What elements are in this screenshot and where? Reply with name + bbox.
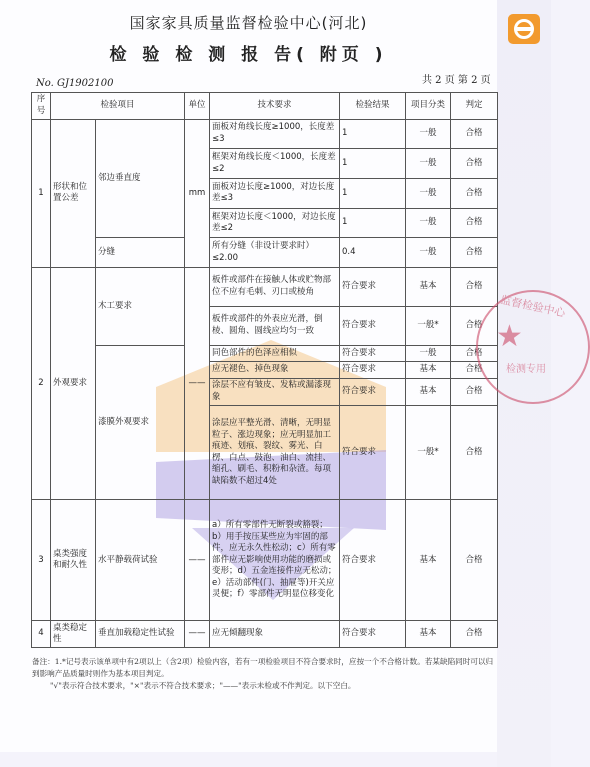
unit-cell: —— bbox=[185, 621, 210, 648]
verdict-cell: 合格 bbox=[451, 178, 498, 208]
category-cell: 一般* bbox=[406, 306, 451, 345]
footnote bbox=[32, 656, 494, 692]
official-seal-stamp bbox=[476, 290, 590, 404]
result-cell: 符合要求 bbox=[340, 362, 406, 378]
requirement-cell: 框架对角线长度＜1000，长度差≤2 bbox=[210, 149, 340, 179]
result-cell: 符合要求 bbox=[340, 621, 406, 648]
table-row bbox=[32, 238, 498, 268]
category-cell: 一般 bbox=[406, 238, 451, 268]
verdict-cell: 合格 bbox=[451, 238, 498, 268]
verdict-cell: 合格 bbox=[451, 500, 498, 621]
requirement-cell: 面板对角线长度≥1000，长度差≤3 bbox=[210, 119, 340, 149]
row-number: 3 bbox=[32, 500, 51, 621]
col-header-verdict: 判定 bbox=[451, 93, 498, 120]
requirement-cell: 应无褪色、掉色现象 bbox=[210, 362, 340, 378]
table-row bbox=[32, 500, 498, 621]
row-number: 4 bbox=[32, 621, 51, 648]
result-cell: 1 bbox=[340, 149, 406, 179]
item-name: 形状和位置公差 bbox=[51, 119, 96, 267]
table-header-row bbox=[32, 93, 498, 120]
footnote-line-1: 备注：1.*记号表示该单项中有2项以上（含2项）检验内容，若有一项检验项目不符合要求时，应按一个不合格计数。若某缺陷同时可以归到影响产品质量时则作为基本项目判定。 bbox=[32, 657, 494, 679]
result-cell: 符合要求 bbox=[340, 268, 406, 307]
verdict-cell: 合格 bbox=[451, 119, 498, 149]
verdict-cell: 合格 bbox=[451, 208, 498, 238]
item-name: 桌类强度和耐久性 bbox=[51, 500, 96, 621]
category-cell: 一般 bbox=[406, 178, 451, 208]
col-header-item: 检验项目 bbox=[51, 93, 185, 120]
result-cell: 符合要求 bbox=[340, 378, 406, 406]
sub-item-name: 水平静载荷试验 bbox=[96, 500, 185, 621]
category-cell: 一般 bbox=[406, 208, 451, 238]
seal-bottom-text: 检测专用 bbox=[506, 364, 546, 375]
category-cell: 基本 bbox=[406, 268, 451, 307]
col-header-unit: 单位 bbox=[185, 93, 210, 120]
sub-item-name: 邻边垂直度 bbox=[96, 119, 185, 238]
seal-star-icon: ★ bbox=[496, 319, 523, 354]
category-cell: 基本 bbox=[406, 378, 451, 406]
result-cell: 符合要求 bbox=[340, 500, 406, 621]
table-row bbox=[32, 119, 498, 149]
verdict-cell: 合格 bbox=[451, 362, 498, 378]
category-cell: 一般 bbox=[406, 345, 451, 361]
requirement-cell: a）所有零部件无断裂或豁裂；b）用手按压某些应为牢固的部件，应无永久性松动；c）所有零部件应无影响使用功能的磨损或变形；d）五金连接件应无松动；e）活动部件(门、抽屉等)开关应灵便；f）零部件无明显位移变化 bbox=[210, 500, 340, 621]
category-cell: 基本 bbox=[406, 621, 451, 648]
category-cell: 基本 bbox=[406, 362, 451, 378]
col-header-result: 检验结果 bbox=[340, 93, 406, 120]
col-header-category: 项目分类 bbox=[406, 93, 451, 120]
result-cell: 1 bbox=[340, 208, 406, 238]
result-cell: 符合要求 bbox=[340, 406, 406, 500]
requirement-cell: 同色部件的色泽应相似 bbox=[210, 345, 340, 361]
item-name: 桌类稳定性 bbox=[51, 621, 96, 648]
result-cell: 0.4 bbox=[340, 238, 406, 268]
verdict-cell: 合格 bbox=[451, 378, 498, 406]
sub-item-name: 分缝 bbox=[96, 238, 185, 268]
col-header-requirement: 技术要求 bbox=[210, 93, 340, 120]
category-cell: 基本 bbox=[406, 500, 451, 621]
row-number: 2 bbox=[32, 268, 51, 500]
seal-top-text: 监督检验中心 bbox=[499, 293, 567, 320]
result-cell: 1 bbox=[340, 119, 406, 149]
result-cell: 1 bbox=[340, 178, 406, 208]
table-row bbox=[32, 345, 498, 361]
organization-name: 国家家具质量监督检验中心(河北) bbox=[129, 14, 368, 32]
cnas-logo-icon bbox=[508, 14, 540, 44]
sub-item-name: 漆膜外观要求 bbox=[96, 345, 185, 500]
requirement-cell: 应无倾翻现象 bbox=[210, 621, 340, 648]
table-row bbox=[32, 268, 498, 307]
result-cell: 符合要求 bbox=[340, 306, 406, 345]
requirement-cell: 框架对边长度＜1000，对边长度差≤2 bbox=[210, 208, 340, 238]
category-cell: 一般 bbox=[406, 149, 451, 179]
verdict-cell: 合格 bbox=[451, 149, 498, 179]
inspection-table bbox=[31, 92, 498, 648]
table-row bbox=[32, 621, 498, 648]
page-indicator: 共 2 页 第 2 页 bbox=[422, 75, 491, 86]
sub-item-name: 垂直加载稳定性试验 bbox=[96, 621, 185, 648]
unit-cell: mm bbox=[185, 119, 210, 267]
report-title: 检 验 检 测 报 告( 附页 ) bbox=[109, 45, 388, 65]
verdict-cell: 合格 bbox=[451, 621, 498, 648]
report-number: No. GJ1902100 bbox=[36, 78, 114, 89]
item-name: 外观要求 bbox=[51, 268, 96, 500]
requirement-cell: 板件或部件在接触人体或贮物部位不应有毛刺、刃口或棱角 bbox=[210, 268, 340, 307]
unit-cell: —— bbox=[185, 268, 210, 500]
category-cell: 一般 bbox=[406, 119, 451, 149]
verdict-cell: 合格 bbox=[451, 345, 498, 361]
verdict-cell: 合格 bbox=[451, 306, 498, 345]
requirement-cell: 所有分缝（非设计要求时）≤2.00 bbox=[210, 238, 340, 268]
verdict-cell: 合格 bbox=[451, 406, 498, 500]
result-cell: 符合要求 bbox=[340, 345, 406, 361]
requirement-cell: 涂层应平整光滑、清晰，无明显粒子、涨边现象；应无明显加工痕迹、划痕、裂纹、雾光、白楞、白点、鼓泡、油白、流挂、缩孔、刷毛、积粉和杂渣。每项缺陷数不超过4处 bbox=[210, 406, 340, 500]
footnote-line-2: "√"表示符合技术要求，"×"表示不符合技术要求；"——"表示未检或不作判定。以下空白。 bbox=[50, 681, 356, 691]
category-cell: 一般* bbox=[406, 406, 451, 500]
sub-item-name: 木工要求 bbox=[96, 268, 185, 346]
unit-cell: —— bbox=[185, 500, 210, 621]
requirement-cell: 板件或部件的外表应光滑，倒棱、圆角、圆线应均匀一致 bbox=[210, 306, 340, 345]
verdict-cell: 合格 bbox=[451, 268, 498, 307]
col-header-no: 序号 bbox=[32, 93, 51, 120]
requirement-cell: 涂层不应有皱皮、发粘或漏漆现象 bbox=[210, 378, 340, 406]
requirement-cell: 面板对边长度≥1000，对边长度差≤3 bbox=[210, 178, 340, 208]
row-number: 1 bbox=[32, 119, 51, 267]
